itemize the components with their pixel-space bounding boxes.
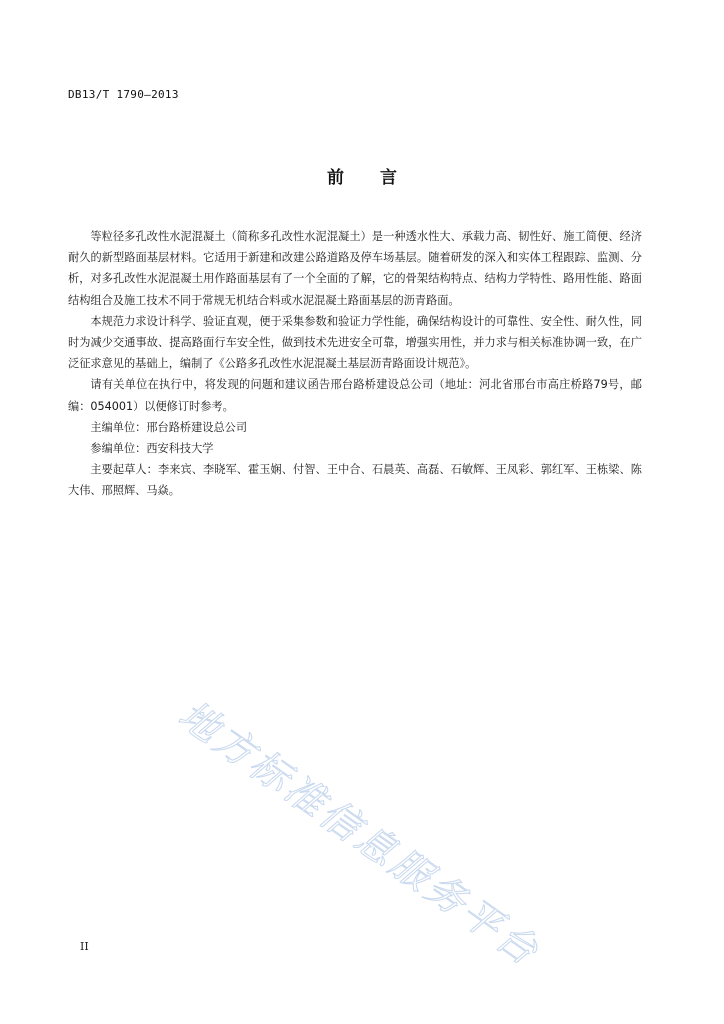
watermark: 地方标准信息服务平台	[170, 692, 549, 976]
page-number: II	[80, 940, 89, 953]
page-title	[0, 163, 724, 188]
paragraph-participating-unit: 参编单位：西安科技大学	[90, 442, 214, 456]
paragraph-contact: 请有关单位在执行中，将发现的问题和建议函告邢台路桥建设总公司（地址：河北省邢台市高庄桥路79号，邮编：054001）以便修订时参考。	[68, 378, 642, 413]
paragraph-chief-unit: 主编单位：邢台路桥建设总公司	[90, 420, 248, 434]
document-code: DB13/T 1790—2013	[68, 88, 179, 101]
title-char-1: 前	[327, 168, 344, 188]
paragraph-intro: 等粒径多孔改性水泥混凝土（简称多孔改性水泥混凝土）是一种透水性大、承载力高、韧性好、施工简便、经济耐久的新型路面基层材料。它适用于新建和改建公路道路及停车场基层。随着研发的深入和实体工程跟踪、监测、分析，对多孔改性水泥混凝土用作路面基层有了一个全面的了解，它的骨架结构特点、结构力学特性、路用性能、路面结构组合及施工技术不同于常规无机结合料或水泥混凝土路面基层的沥青路面。	[68, 230, 642, 307]
paragraph-purpose: 本规范力求设计科学、验证直观，便于采集参数和验证力学性能，确保结构设计的可靠性、安全性、耐久性，同时为减少交通事故、提高路面行车安全性，做到技术先进安全可靠，增强实用性，并力求与相关标准协调一致，在广泛征求意见的基础上，编制了《公路多孔改性水泥混凝土基层沥青路面设计规范》。	[68, 314, 642, 371]
preface-body	[68, 226, 642, 502]
title-char-2: 言	[380, 168, 397, 188]
paragraph-drafters: 主要起草人：李来宾、李晓军、霍玉娴、付智、王中合、石晨英、高磊、石敏辉、王凤彩、郭红军、王栋梁、陈大伟、邢照辉、马焱。	[68, 463, 642, 498]
